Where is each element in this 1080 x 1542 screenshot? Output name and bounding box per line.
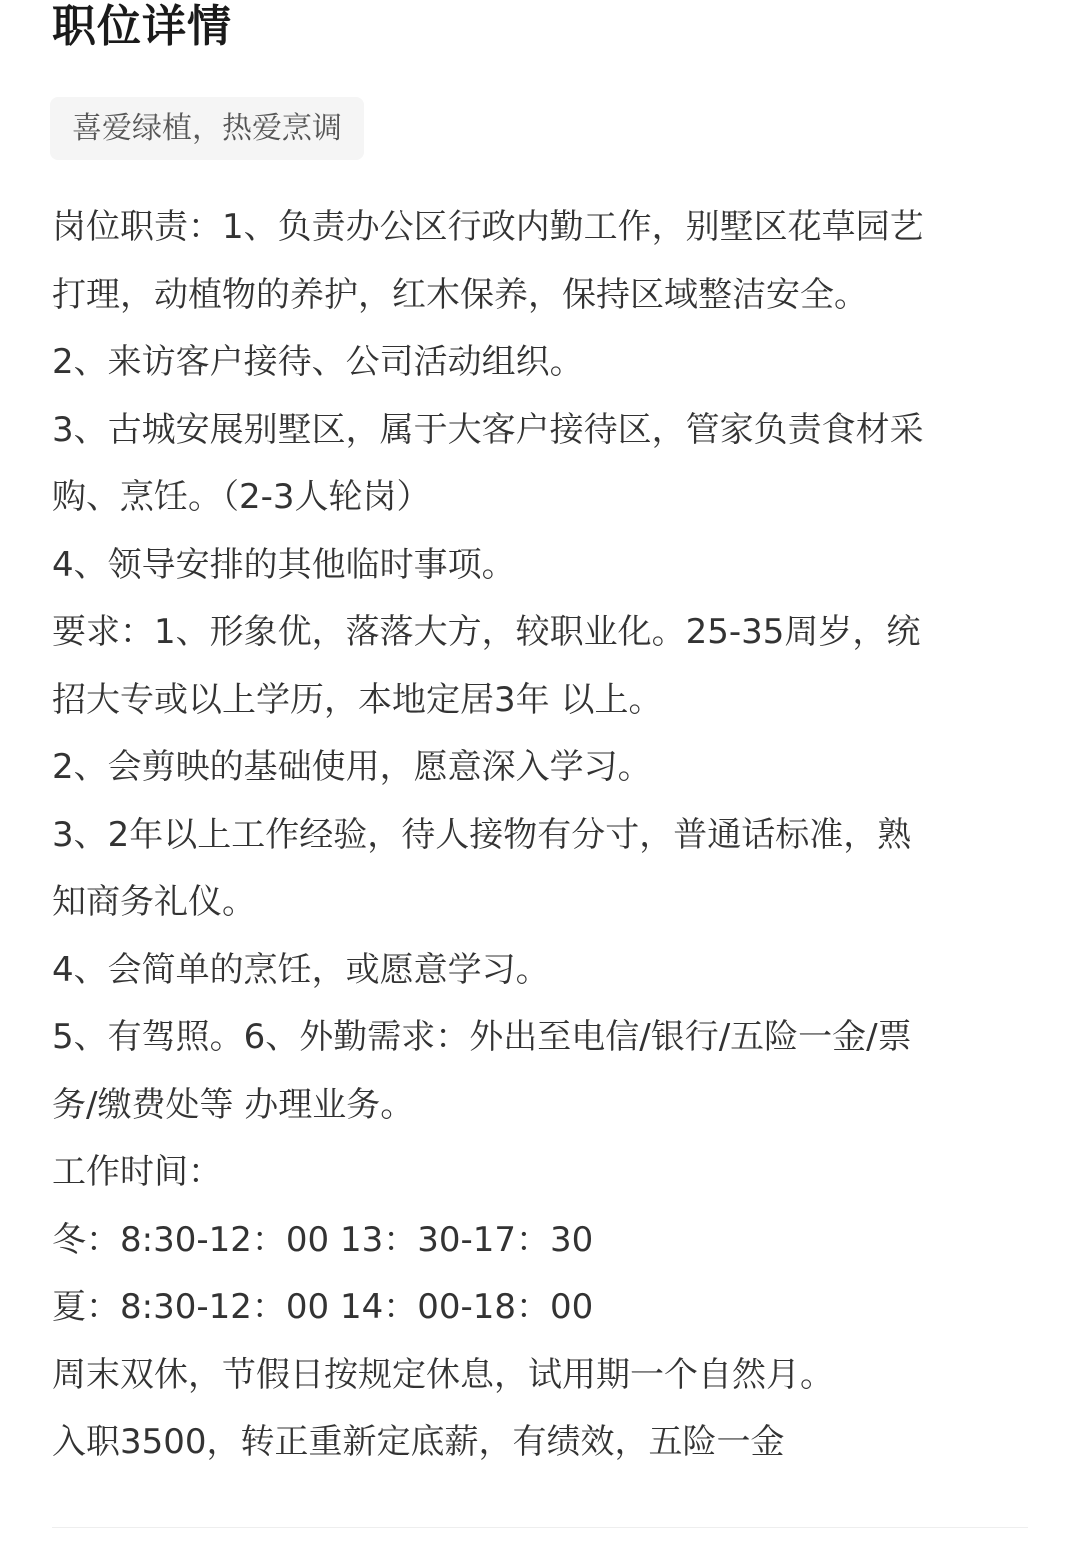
- job-tag: 喜爱绿植，热爱烹调: [50, 97, 364, 160]
- description-line: 招大专或以上学历，本地定居3年 以上。: [52, 679, 663, 720]
- description-line: 4、会简单的烹饪，或愿意学习。: [52, 949, 550, 990]
- description-line: 购、烹饪。（2-3人轮岗）: [52, 477, 431, 517]
- description-line: 入职3500，转正重新定底薪，有绩效，五险一金: [52, 1422, 785, 1462]
- description-line: 周末双休，节假日按规定休息，试用期一个自然月。: [52, 1354, 834, 1395]
- description-line: 2、会剪映的基础使用，愿意深入学习。: [52, 747, 652, 787]
- description-line: 知商务礼仪。: [52, 882, 256, 922]
- description-line: 工作时间：: [52, 1152, 222, 1192]
- description-line: 岗位职责：1、负责办公区行政内勤工作，别墅区花草园艺: [52, 207, 924, 247]
- description-line: 3、2年以上工作经验，待人接物有分寸，普通话标准，熟: [52, 814, 912, 855]
- description-line: 要求：1、形象优，落落大方，较职业化。25-35周岁，统: [52, 612, 921, 652]
- description-line: 冬：8:30-12：00 13：30-17：30: [52, 1219, 594, 1260]
- description-line: 3、古城安展别墅区，属于大客户接待区，管家负责食材采: [52, 409, 924, 450]
- description-line: 务/缴费处等 办理业务。: [52, 1084, 415, 1125]
- page-title: 职位详情: [52, 1, 232, 52]
- description-line: 打理，动植物的养护，红木保养，保持区域整洁安全。: [52, 274, 868, 315]
- section-divider: [52, 1527, 1028, 1528]
- job-description: [52, 194, 1027, 1477]
- description-line: 4、领导安排的其他临时事项。: [52, 544, 516, 585]
- description-line: 5、有驾照。6、外勤需求：外出至电信/银行/五险一金/票: [52, 1017, 912, 1057]
- description-line: 夏：8:30-12：00 14：00-18：00: [52, 1287, 594, 1327]
- description-line: 2、来访客户接待、公司活动组织。: [52, 342, 584, 382]
